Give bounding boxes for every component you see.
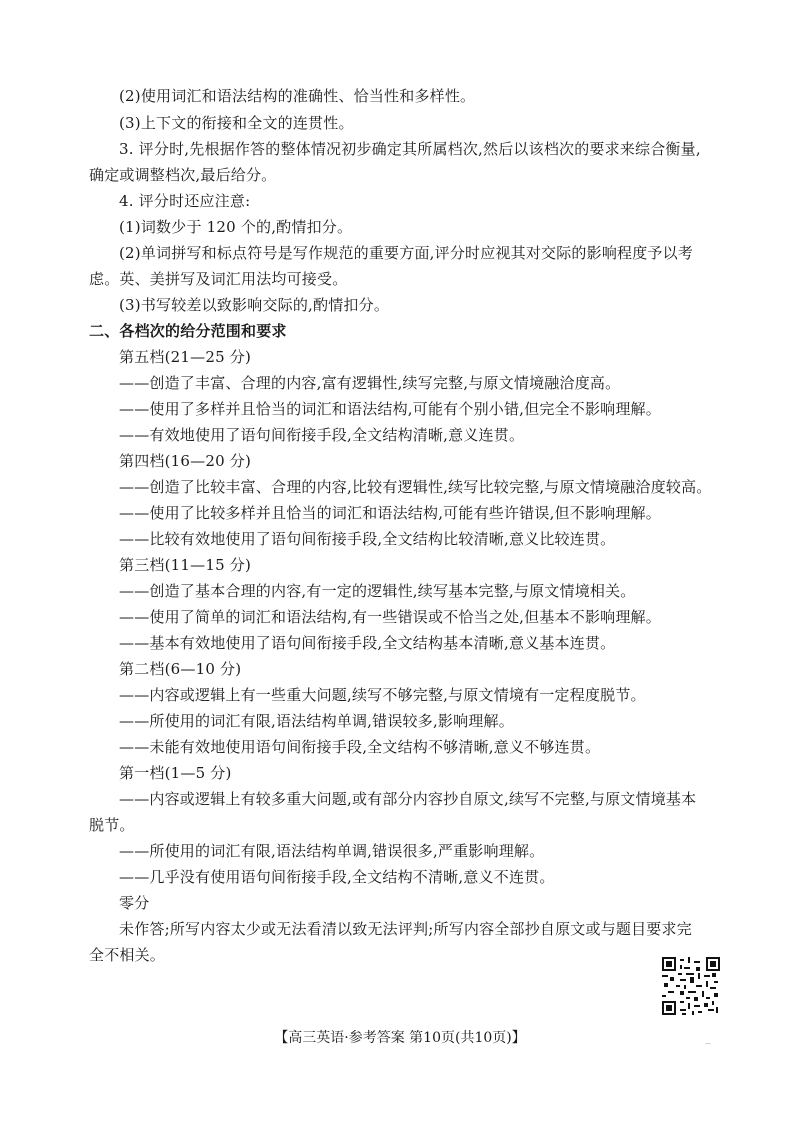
text-line: (2)使用词汇和语法结构的准确性、恰当性和多样性。: [119, 87, 476, 105]
text-line: ——使用了比较多样并且恰当的词汇和语法结构,可能有些许错误,但不影响理解。: [119, 504, 661, 522]
text-line: ——创造了基本合理的内容,有一定的逻辑性,续写基本完整,与原文情境相关。: [119, 582, 636, 600]
text-line: (2)单词拼写和标点符号是写作规范的重要方面,评分时应视其对交际的影响程度予以考: [119, 244, 694, 262]
text-line: ——基本有效地使用了语句间衔接手段,全文结构基本清晰,意义基本连贯。: [119, 634, 616, 652]
grade-heading: 第一档(1—5 分): [119, 764, 232, 782]
qr-code-icon: [662, 957, 720, 1015]
text-line: ——未能有效地使用语句间衔接手段,全文结构不够清晰,意义不够连贯。: [119, 738, 601, 756]
text-line: ——使用了简单的词汇和语法结构,有一些错误或不恰当之处,但基本不影响理解。: [119, 608, 661, 626]
text-line: 4. 评分时还应注意:: [119, 192, 251, 210]
text-line: ——内容或逻辑上有较多重大问题,或有部分内容抄自原文,续写不完整,与原文情境基本: [119, 790, 697, 808]
text-line: 未作答;所写内容太少或无法看清以致无法评判;所写内容全部抄自原文或与题目要求完: [119, 920, 692, 938]
text-line: ——创造了丰富、合理的内容,富有逻辑性,续写完整,与原文情境融洽度高。: [119, 374, 621, 392]
text-line: (3)上下文的衔接和全文的连贯性。: [119, 114, 354, 132]
text-line: ——使用了多样并且恰当的词汇和语法结构,可能有个别小错,但完全不影响理解。: [119, 400, 661, 418]
text-line: 确定或调整档次,最后给分。: [89, 166, 277, 184]
text-line: ——内容或逻辑上有一些重大问题,续写不够完整,与原文情境有一定程度脱节。: [119, 686, 646, 704]
grade-heading: 零分: [119, 894, 150, 912]
text-line: ——几乎没有使用语句间衔接手段,全文结构不清晰,意义不连贯。: [119, 868, 555, 886]
grade-heading: 第五档(21—25 分): [119, 348, 252, 366]
text-line: 3. 评分时,先根据作答的整体情况初步确定其所属档次,然后以该档次的要求来综合衡量,: [119, 140, 701, 158]
grade-heading: 第三档(11—15 分): [119, 556, 252, 574]
grade-heading: 第二档(6—10 分): [119, 660, 242, 678]
text-line: ——有效地使用了语句间衔接手段,全文结构清晰,意义连贯。: [119, 426, 525, 444]
text-line: 脱节。: [89, 816, 135, 834]
text-line: (1)词数少于 120 个的,酌情扣分。: [119, 218, 353, 236]
text-line: ——创造了比较丰富、合理的内容,比较有逻辑性,续写比较完整,与原文情境融洽度较高。: [119, 478, 712, 496]
corner-mark: —: [705, 1040, 711, 1047]
section-heading: 二、各档次的给分范围和要求: [89, 322, 287, 340]
text-line: 全不相关。: [89, 946, 166, 964]
text-line: ——比较有效地使用了语句间衔接手段,全文结构比较清晰,意义比较连贯。: [119, 530, 616, 548]
page-footer: 【高三英语·参考答案 第10页(共10页)】: [274, 1030, 526, 1046]
text-line: (3)书写较差以致影响交际的,酌情扣分。: [119, 296, 390, 314]
grade-heading: 第四档(16—20 分): [119, 452, 252, 470]
text-line: ——所使用的词汇有限,语法结构单调,错误较多,影响理解。: [119, 712, 514, 730]
text-line: 虑。英、美拼写及词汇用法均可接受。: [89, 270, 348, 288]
text-line: ——所使用的词汇有限,语法结构单调,错误很多,严重影响理解。: [119, 842, 545, 860]
